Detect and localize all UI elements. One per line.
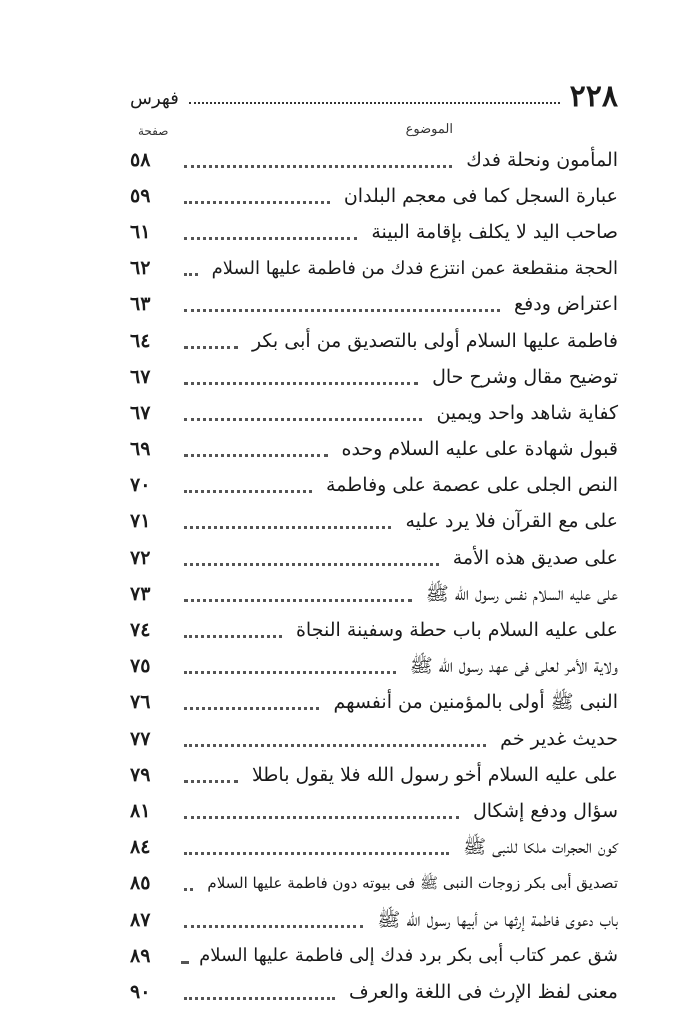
entry-title: كفاية شاهد واحد ويمين: [436, 401, 618, 424]
dotted-leader: [184, 201, 330, 204]
entry-page-number: ٨٥: [130, 872, 151, 895]
entry-page-number: ٧٩: [130, 763, 151, 786]
dotted-leader: [184, 780, 238, 783]
index-entries-list: [130, 142, 618, 1011]
entry-title: الحجة منقطعة عمن انتزع فدك من فاطمة عليها السلام: [211, 257, 618, 279]
entry-title: باب دعوى فاطمة إرثها من أبيها رسول الله ﷺ: [377, 908, 618, 931]
entry-title: اعتراض ودفع: [514, 293, 618, 316]
entry-page-number: ٨١: [130, 799, 151, 822]
index-entry: [130, 721, 618, 757]
dotted-leader: [184, 997, 335, 1000]
entry-page-number: ٨٧: [130, 908, 151, 931]
index-entry: [130, 359, 618, 395]
entry-page-number: ٦٧: [130, 401, 151, 424]
entry-title: فاطمة عليها السلام أولى بالتصديق من أبى بكر: [251, 329, 618, 352]
index-entry: [130, 178, 618, 214]
index-entry: [130, 287, 618, 323]
index-entry: [130, 793, 618, 829]
entry-page-number: ٩٠: [130, 980, 151, 1003]
dotted-leader: [184, 237, 357, 240]
dotted-leader: [184, 744, 486, 747]
index-entry: [130, 432, 618, 468]
index-entry: [130, 142, 618, 178]
entry-page-number: ٦٧: [130, 365, 151, 388]
entry-title: كون الحجرات ملكا للنبى ﷺ: [463, 836, 618, 859]
index-entry: [130, 938, 618, 974]
page-number: ٢٢٨: [569, 79, 618, 114]
entry-title: عبارة السجل كما فى معجم البلدان: [343, 184, 618, 207]
dotted-leader: [184, 165, 452, 168]
index-entry: [130, 576, 618, 612]
index-entry: [130, 251, 618, 287]
index-entry: [130, 974, 618, 1010]
entry-title: على صديق هذه الأمة: [452, 546, 618, 569]
entry-title: ولاية الأمر لعلى فى عهد رسول الله ﷺ: [409, 655, 618, 678]
dotted-leader: [184, 635, 282, 638]
dotted-leader: [184, 599, 412, 602]
dotted-leader: [184, 346, 238, 349]
index-entry: [130, 757, 618, 793]
dotted-leader: [184, 961, 185, 964]
entry-page-number: ٦١: [130, 220, 151, 243]
index-entry: [130, 504, 618, 540]
dotted-leader: [184, 671, 396, 674]
entry-page-number: ٨٤: [130, 836, 151, 859]
index-entry: [130, 323, 618, 359]
index-entry: [130, 540, 618, 576]
header-dotted-leader: [189, 101, 560, 104]
dotted-leader: [184, 888, 193, 891]
entry-title: على عليه السلام باب حطة وسفينة النجاة: [295, 619, 618, 642]
index-entry: [130, 395, 618, 431]
entry-page-number: ٧٢: [130, 546, 151, 569]
entry-page-number: ٦٩: [130, 438, 151, 461]
dotted-leader: [184, 925, 363, 928]
index-entry: [130, 902, 618, 938]
index-entry: [130, 468, 618, 504]
dotted-leader: [184, 454, 328, 457]
index-entry: [130, 214, 618, 250]
header-title: فهرس: [130, 88, 179, 109]
entry-page-number: ٧٤: [130, 619, 151, 642]
entry-page-number: ٦٢: [130, 257, 151, 280]
index-entry: [130, 830, 618, 866]
dotted-leader: [184, 563, 439, 566]
index-entry: [130, 866, 618, 902]
entry-page-number: ٦٤: [130, 329, 151, 352]
page-header: [130, 72, 618, 112]
entry-page-number: ٧٧: [130, 727, 151, 750]
entry-title: توضيح مقال وشرح حال: [432, 365, 618, 388]
entry-title: حديث غدير خم: [500, 727, 618, 750]
entry-page-number: ٧١: [130, 510, 151, 533]
entry-page-number: ٨٩: [130, 944, 151, 967]
entry-title: شق عمر كتاب أبى بكر برد فدك إلى فاطمة عليها السلام: [199, 945, 618, 967]
entry-title: على عليه السلام نفس رسول الله ﷺ: [425, 582, 618, 605]
dotted-leader: [184, 490, 312, 493]
topic-column-heading: الموضوع: [405, 122, 453, 137]
entry-page-number: ٧٣: [130, 582, 151, 605]
entry-page-number: ٧٥: [130, 655, 151, 678]
entry-page-number: ٥٨: [130, 148, 151, 171]
index-entry: [130, 612, 618, 648]
entry-page-number: ٧٦: [130, 691, 151, 714]
entry-title: تصديق أبى بكر زوجات النبى ﷺ فى بيوته دون فاطمة عليها السلام: [207, 874, 618, 893]
entry-title: النص الجلى على عصمة على وفاطمة: [326, 474, 618, 497]
entry-page-number: ٥٩: [130, 184, 151, 207]
dotted-leader: [184, 816, 459, 819]
index-entry: [130, 649, 618, 685]
dotted-leader: [184, 418, 422, 421]
entry-title: على عليه السلام أخو رسول الله فلا يقول باطلا: [251, 763, 618, 786]
column-headings: [130, 120, 618, 142]
dotted-leader: [184, 526, 391, 529]
index-entry: [130, 685, 618, 721]
entry-page-number: ٦٣: [130, 293, 151, 316]
dotted-leader: [184, 273, 198, 276]
entry-title: على مع القرآن فلا يرد عليه: [405, 510, 618, 533]
dotted-leader: [184, 382, 418, 385]
entry-title: المأمون ونحلة فدك: [466, 148, 618, 171]
page-column-heading: صفحة: [138, 124, 169, 138]
entry-title: صاحب اليد لا يكلف بإقامة البينة: [371, 220, 618, 243]
entry-title: سؤال ودفع إشكال: [472, 799, 618, 822]
entry-title: قبول شهادة على عليه السلام وحده: [341, 438, 618, 461]
entry-title: النبى ﷺ أولى بالمؤمنين من أنفسهم: [333, 691, 618, 714]
entry-title: معنى لفظ الإرث فى اللغة والعرف: [349, 980, 618, 1003]
dotted-leader: [184, 707, 319, 710]
dotted-leader: [184, 852, 449, 855]
entry-page-number: ٧٠: [130, 474, 151, 497]
dotted-leader: [184, 309, 500, 312]
